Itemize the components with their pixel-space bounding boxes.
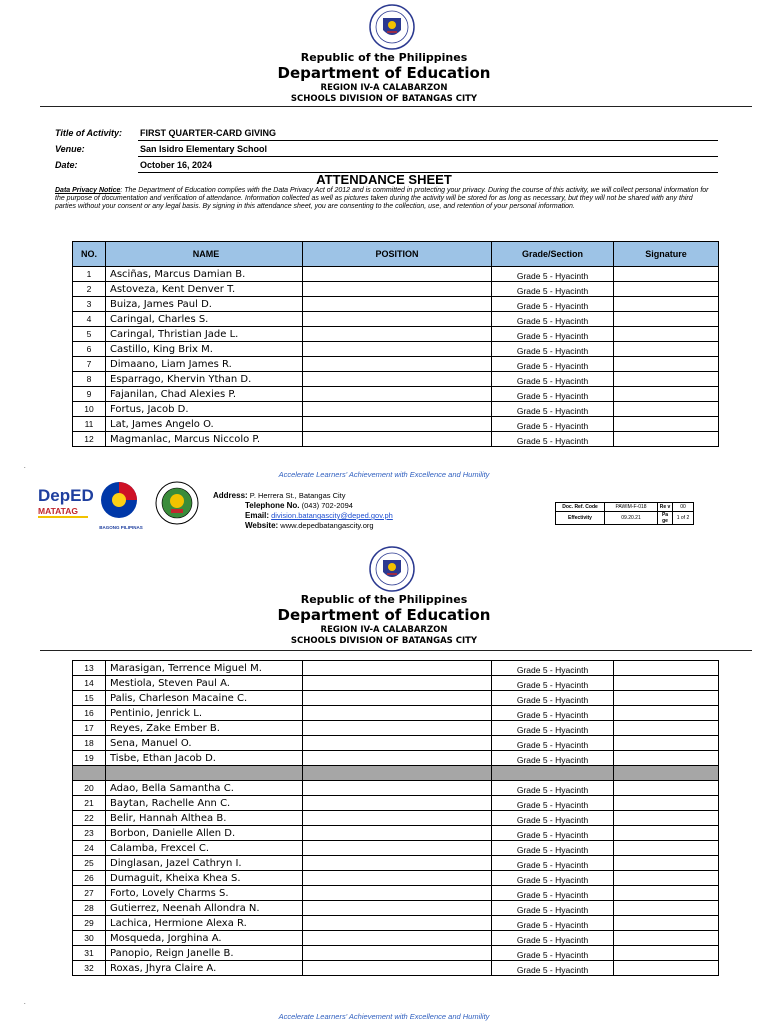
row-position[interactable] <box>303 357 492 372</box>
deped-seal-icon <box>369 546 415 592</box>
row-name: Lachica, Hermione Alexa R. <box>106 916 303 931</box>
col-name: NAME <box>106 242 303 267</box>
row-name: Magmanlac, Marcus Niccolo P. <box>106 432 303 447</box>
address-label: Address: <box>213 491 248 500</box>
row-name: Baytan, Rachelle Ann C. <box>106 796 303 811</box>
row-position[interactable] <box>303 721 492 736</box>
row-name: Pentinio, Jenrick L. <box>106 706 303 721</box>
row-grade-section: Grade 5 - Hyacinth <box>492 871 614 886</box>
row-number: 17 <box>73 721 106 736</box>
row-signature[interactable] <box>614 327 719 342</box>
matatag-text: MATATAG <box>38 506 78 516</box>
row-position[interactable] <box>303 916 492 931</box>
table-row <box>73 267 719 282</box>
footer-dot: . <box>24 1000 26 1006</box>
division-text: SCHOOLS DIVISION OF BATANGAS CITY <box>290 636 478 646</box>
table-row <box>73 312 719 327</box>
row-name: Esparrago, Khervin Ythan D. <box>106 372 303 387</box>
row-number: 16 <box>73 706 106 721</box>
table-body-page2a <box>73 661 719 766</box>
row-signature[interactable] <box>614 691 719 706</box>
row-position[interactable] <box>303 751 492 766</box>
row-signature[interactable] <box>614 826 719 841</box>
table-row <box>73 826 719 841</box>
row-number: 13 <box>73 661 106 676</box>
motto-text: Accelerate Learners' Achievement with Excellence and Humility <box>278 470 490 479</box>
row-grade-section: Grade 5 - Hyacinth <box>492 916 614 931</box>
republic-text: Republic of the Philippines <box>300 51 468 64</box>
row-position[interactable] <box>303 282 492 297</box>
bagong-text: BAGONG PILIPINAS <box>99 525 143 530</box>
row-position[interactable] <box>303 946 492 961</box>
row-signature[interactable] <box>614 751 719 766</box>
table-row <box>73 916 719 931</box>
row-grade-section: Grade 5 - Hyacinth <box>492 736 614 751</box>
privacy-text: : The Department of Education complies with the Data Privacy Act of 2012 and is committed in protecting your privacy. During the course of this activity, we will collect personal information for the purpose of documentation and verification of attendance. Information collected as well as pictures taken during the activity will be stored for as long as necessary, but they will not be shared with any third parties without your consent or any legal basis. By signing in this attendance sheet, you are consenting to the collection, use, and retention of your personal information. <box>55 187 709 211</box>
row-name: Astoveza, Kent Denver T. <box>106 282 303 297</box>
row-number: 4 <box>73 312 106 327</box>
row-number: 28 <box>73 901 106 916</box>
phone-label: Telephone No. <box>245 501 300 510</box>
matatag-bar <box>38 516 88 518</box>
effectivity-value: 09.20.21 <box>605 512 658 525</box>
row-signature[interactable] <box>614 342 719 357</box>
row-grade-section: Grade 5 - Hyacinth <box>492 841 614 856</box>
privacy-label: Data Privacy Notice <box>55 187 121 194</box>
row-grade-section: Grade 5 - Hyacinth <box>492 706 614 721</box>
table-body-page2b <box>73 781 719 976</box>
row-name: Roxas, Jhyra Claire A. <box>106 961 303 976</box>
table-row <box>73 342 719 357</box>
attendance-table-page2 <box>72 660 719 976</box>
table-row <box>73 387 719 402</box>
table-row <box>73 327 719 342</box>
row-position[interactable] <box>303 387 492 402</box>
website-value[interactable]: www.depedbatangascity.org <box>280 521 374 530</box>
row-signature[interactable] <box>614 706 719 721</box>
department-title: Department of Education <box>277 606 491 624</box>
table-row <box>73 751 719 766</box>
row-grade-section: Grade 5 - Hyacinth <box>492 931 614 946</box>
row-signature[interactable] <box>614 432 719 447</box>
date-label: Date: <box>55 160 78 170</box>
row-position[interactable] <box>303 297 492 312</box>
title-label: Title of Activity: <box>55 128 123 138</box>
row-position[interactable] <box>303 961 492 976</box>
deped-logo-text: DepED <box>38 486 94 505</box>
row-grade-section: Grade 5 - Hyacinth <box>492 297 614 312</box>
row-grade-section: Grade 5 - Hyacinth <box>492 402 614 417</box>
row-name: Panopio, Reign Janelle B. <box>106 946 303 961</box>
row-number: 5 <box>73 327 106 342</box>
row-position[interactable] <box>303 432 492 447</box>
row-number: 26 <box>73 871 106 886</box>
table-row <box>73 691 719 706</box>
row-grade-section: Grade 5 - Hyacinth <box>492 676 614 691</box>
row-number: 30 <box>73 931 106 946</box>
row-grade-section: Grade 5 - Hyacinth <box>492 357 614 372</box>
row-number: 25 <box>73 856 106 871</box>
row-number: 2 <box>73 282 106 297</box>
table-header-row <box>73 242 719 267</box>
row-number: 12 <box>73 432 106 447</box>
row-signature[interactable] <box>614 841 719 856</box>
deped-seal-icon <box>369 4 415 50</box>
row-position[interactable] <box>303 871 492 886</box>
row-signature[interactable] <box>614 676 719 691</box>
row-signature[interactable] <box>614 811 719 826</box>
row-number: 32 <box>73 961 106 976</box>
row-signature[interactable] <box>614 931 719 946</box>
row-signature[interactable] <box>614 856 719 871</box>
table-row <box>73 886 719 901</box>
row-signature[interactable] <box>614 736 719 751</box>
row-position[interactable] <box>303 267 492 282</box>
row-number: 15 <box>73 691 106 706</box>
attendance-table-page1 <box>72 241 719 447</box>
row-number: 1 <box>73 267 106 282</box>
row-signature[interactable] <box>614 721 719 736</box>
row-number: 29 <box>73 916 106 931</box>
row-position[interactable] <box>303 736 492 751</box>
row-position[interactable] <box>303 676 492 691</box>
division-text: SCHOOLS DIVISION OF BATANGAS CITY <box>290 94 478 104</box>
page-label: Pa ge <box>658 512 673 525</box>
row-grade-section: Grade 5 - Hyacinth <box>492 387 614 402</box>
table-row <box>73 432 719 447</box>
row-position[interactable] <box>303 706 492 721</box>
row-name: Castillo, King Brix M. <box>106 342 303 357</box>
row-name: Calamba, Frexcel C. <box>106 841 303 856</box>
row-number: 10 <box>73 402 106 417</box>
row-name: Borbon, Danielle Allen D. <box>106 826 303 841</box>
table-row <box>73 796 719 811</box>
header-rule <box>40 650 752 651</box>
table-row <box>73 706 719 721</box>
table-row <box>73 676 719 691</box>
row-name: Fortus, Jacob D. <box>106 402 303 417</box>
row-signature[interactable] <box>614 946 719 961</box>
motto-text: Accelerate Learners' Achievement with Excellence and Humility <box>278 1012 490 1021</box>
row-grade-section: Grade 5 - Hyacinth <box>492 661 614 676</box>
table-row <box>73 811 719 826</box>
division-seal-icon <box>152 480 202 526</box>
row-grade-section: Grade 5 - Hyacinth <box>492 751 614 766</box>
row-signature[interactable] <box>614 916 719 931</box>
row-name: Lat, James Angelo O. <box>106 417 303 432</box>
table-row <box>73 661 719 676</box>
row-number: 20 <box>73 781 106 796</box>
row-number: 19 <box>73 751 106 766</box>
row-grade-section: Grade 5 - Hyacinth <box>492 312 614 327</box>
footer-dot: . <box>24 464 26 470</box>
table-row <box>73 856 719 871</box>
bagong-pilipinas-icon <box>94 480 144 520</box>
row-number: 31 <box>73 946 106 961</box>
row-signature[interactable] <box>614 297 719 312</box>
venue-value: San Isidro Elementary School <box>140 144 268 154</box>
row-grade-section: Grade 5 - Hyacinth <box>492 721 614 736</box>
row-grade-section: Grade 5 - Hyacinth <box>492 886 614 901</box>
row-signature[interactable] <box>614 886 719 901</box>
email-label: Email: <box>245 511 270 520</box>
row-signature[interactable] <box>614 282 719 297</box>
row-position[interactable] <box>303 312 492 327</box>
row-signature[interactable] <box>614 357 719 372</box>
department-title: Department of Education <box>277 64 491 82</box>
bagong-pilipinas-logo <box>94 480 148 528</box>
row-name: Fajanilan, Chad Alexies P. <box>106 387 303 402</box>
doc-ref-table <box>555 502 694 525</box>
row-name: Palis, Charleson Macaine C. <box>106 691 303 706</box>
separator-row <box>73 766 719 781</box>
row-number: 18 <box>73 736 106 751</box>
region-text: REGION IV-A CALABARZON <box>320 625 448 635</box>
row-name: Tisbe, Ethan Jacob D. <box>106 751 303 766</box>
row-position[interactable] <box>303 781 492 796</box>
col-no: NO. <box>73 242 106 267</box>
row-position[interactable] <box>303 402 492 417</box>
col-position: POSITION <box>303 242 492 267</box>
table-row <box>73 402 719 417</box>
row-position[interactable] <box>303 417 492 432</box>
row-name: Belir, Hannah Althea B. <box>106 811 303 826</box>
row-position[interactable] <box>303 811 492 826</box>
row-grade-section: Grade 5 - Hyacinth <box>492 811 614 826</box>
row-name: Sena, Manuel O. <box>106 736 303 751</box>
row-number: 6 <box>73 342 106 357</box>
row-grade-section: Grade 5 - Hyacinth <box>492 432 614 447</box>
row-grade-section: Grade 5 - Hyacinth <box>492 691 614 706</box>
row-name: Dimaano, Liam James R. <box>106 357 303 372</box>
republic-text: Republic of the Philippines <box>300 593 468 606</box>
table-row <box>73 736 719 751</box>
title-underline <box>138 140 718 141</box>
row-grade-section: Grade 5 - Hyacinth <box>492 901 614 916</box>
privacy-notice <box>55 187 715 212</box>
row-grade-section: Grade 5 - Hyacinth <box>492 342 614 357</box>
row-number: 27 <box>73 886 106 901</box>
row-signature[interactable] <box>614 901 719 916</box>
rev-value: 00 <box>673 503 694 512</box>
table-row <box>73 871 719 886</box>
row-signature[interactable] <box>614 796 719 811</box>
table-row <box>73 901 719 916</box>
table-row <box>73 841 719 856</box>
row-number: 9 <box>73 387 106 402</box>
row-position[interactable] <box>303 886 492 901</box>
row-position[interactable] <box>303 931 492 946</box>
row-grade-section: Grade 5 - Hyacinth <box>492 961 614 976</box>
email-link[interactable]: division.batangascity@deped.gov.ph <box>271 511 393 520</box>
row-grade-section: Grade 5 - Hyacinth <box>492 282 614 297</box>
row-grade-section: Grade 5 - Hyacinth <box>492 327 614 342</box>
phone-value: (043) 702-2094 <box>301 501 353 510</box>
row-position[interactable] <box>303 826 492 841</box>
row-position[interactable] <box>303 342 492 357</box>
date-value: October 16, 2024 <box>140 160 213 170</box>
row-signature[interactable] <box>614 871 719 886</box>
row-number: 11 <box>73 417 106 432</box>
row-grade-section: Grade 5 - Hyacinth <box>492 267 614 282</box>
table-row <box>73 282 719 297</box>
row-position[interactable] <box>303 901 492 916</box>
venue-label: Venue: <box>55 144 85 154</box>
row-name: Adao, Bella Samantha C. <box>106 781 303 796</box>
table-row <box>73 931 719 946</box>
row-signature[interactable] <box>614 312 719 327</box>
row-position[interactable] <box>303 856 492 871</box>
row-grade-section: Grade 5 - Hyacinth <box>492 826 614 841</box>
row-signature[interactable] <box>614 661 719 676</box>
row-name: Reyes, Zake Ember B. <box>106 721 303 736</box>
table-row <box>73 297 719 312</box>
row-name: Buiza, James Paul D. <box>106 297 303 312</box>
row-name: Mosqueda, Jorghina A. <box>106 931 303 946</box>
row-signature[interactable] <box>614 402 719 417</box>
row-number: 24 <box>73 841 106 856</box>
row-grade-section: Grade 5 - Hyacinth <box>492 372 614 387</box>
row-signature[interactable] <box>614 372 719 387</box>
table-separator <box>73 766 719 781</box>
row-name: Mestiola, Steven Paul A. <box>106 676 303 691</box>
title-value: FIRST QUARTER-CARD GIVING <box>140 128 276 138</box>
venue-underline <box>138 156 718 157</box>
row-position[interactable] <box>303 691 492 706</box>
row-number: 21 <box>73 796 106 811</box>
page-value: 1 of 2 <box>673 512 694 525</box>
table-row <box>73 417 719 432</box>
row-number: 22 <box>73 811 106 826</box>
row-grade-section: Grade 5 - Hyacinth <box>492 796 614 811</box>
region-text: REGION IV-A CALABARZON <box>320 83 448 93</box>
table-row <box>73 781 719 796</box>
table-row <box>73 372 719 387</box>
attendance-sheet-title: ATTENDANCE SHEET <box>316 172 452 187</box>
row-name: Marasigan, Terrence Miguel M. <box>106 661 303 676</box>
row-position[interactable] <box>303 841 492 856</box>
header-rule <box>40 106 752 107</box>
row-name: Gutierrez, Neenah Allondra N. <box>106 901 303 916</box>
col-grade-section: Grade/Section <box>492 242 614 267</box>
row-signature[interactable] <box>614 781 719 796</box>
row-position[interactable] <box>303 372 492 387</box>
effectivity-label: Effectivity <box>556 512 605 525</box>
row-name: Caringal, Charles S. <box>106 312 303 327</box>
table-row <box>73 721 719 736</box>
deped-matatag-logo <box>38 486 94 522</box>
doc-ref-label: Doc. Ref. Code <box>556 503 605 512</box>
row-number: 23 <box>73 826 106 841</box>
table-row <box>73 946 719 961</box>
row-name: Dumaguit, Kheixa Khea S. <box>106 871 303 886</box>
row-position[interactable] <box>303 661 492 676</box>
website-label: Website: <box>245 521 279 530</box>
row-grade-section: Grade 5 - Hyacinth <box>492 417 614 432</box>
row-position[interactable] <box>303 796 492 811</box>
rev-label: Re v <box>658 503 673 512</box>
row-name: Caringal, Thristian Jade L. <box>106 327 303 342</box>
row-number: 3 <box>73 297 106 312</box>
row-number: 8 <box>73 372 106 387</box>
doc-ref-value: PAWIM-F-018 <box>605 503 658 512</box>
row-signature[interactable] <box>614 387 719 402</box>
row-grade-section: Grade 5 - Hyacinth <box>492 946 614 961</box>
row-name: Dinglasan, Jazel Cathryn I. <box>106 856 303 871</box>
address-value: P. Herrera St., Batangas City <box>249 491 346 500</box>
table-row <box>73 961 719 976</box>
row-number: 14 <box>73 676 106 691</box>
row-position[interactable] <box>303 327 492 342</box>
row-grade-section: Grade 5 - Hyacinth <box>492 856 614 871</box>
row-name: Asciñas, Marcus Damian B. <box>106 267 303 282</box>
table-body-page1 <box>73 267 719 447</box>
row-grade-section: Grade 5 - Hyacinth <box>492 781 614 796</box>
row-number: 7 <box>73 357 106 372</box>
table-row <box>73 357 719 372</box>
row-signature[interactable] <box>614 267 719 282</box>
col-signature: Signature <box>614 242 719 267</box>
row-name: Forto, Lovely Charms S. <box>106 886 303 901</box>
row-signature[interactable] <box>614 961 719 976</box>
contact-block <box>213 491 393 531</box>
row-signature[interactable] <box>614 417 719 432</box>
